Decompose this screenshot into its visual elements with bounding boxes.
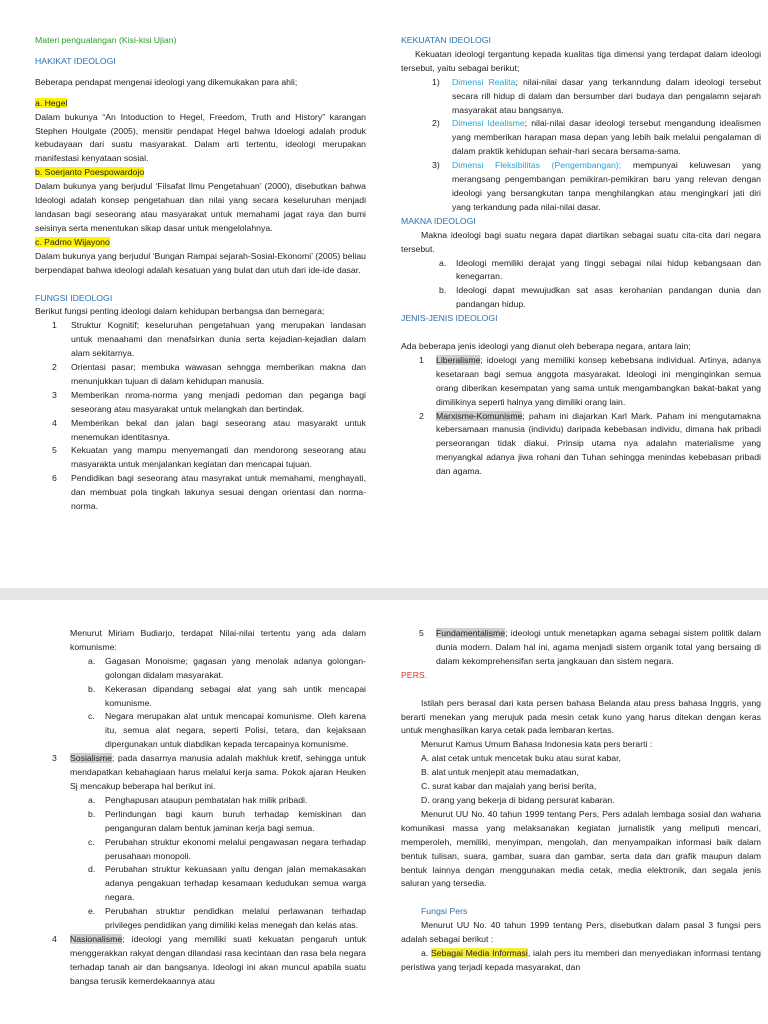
list-item: b. Ideologi dapat mewujudkan sat asas kerohanian pandangan dunia dan pandangan hidup.	[439, 285, 761, 310]
hegel-text: Dalam bukunya “An Intoduction to Hegel, Freedom, Truth and History” karangan Stephen Houlgate (2005), mensitir pendapat Hegel bahwa Idoelogi adalah produk kebudayaan dari suatu masyarakat. Dalam arti tertentu, ideologi merupakan manifestasi kenyataan sosial.	[35, 111, 366, 164]
list-item: 1 Liberalisme; idoelogi yang memiliki konsep kebebsana individual. Artinya, adanya kesetaraan bagi semua anggota masyarakat. Ideologi ini menginginkan semua orang diberikan kesempatan yang sama untuk mengambangkan bakat-bakat yang dimilikinya seperti halnya yang dimiliki orang lain.	[419, 354, 761, 407]
list-item: 6 Pendidikan bagi seseorang atau masyrakat untuk memahami, menghayati, dan membuat pola tingkah lakunya sesuai dengan orientasi dan norma-norma.	[52, 473, 366, 512]
list-item: B. alat untuk menjepit atau memadatkan,	[421, 767, 579, 778]
fungsi-pers-intro: Menurut UU No. 40 tahun 1999 tentang Pers, disebutkan dalam pasal 3 fungsi pers adalah sebagai berikut :	[401, 920, 761, 945]
media-informasi-term: Sebagai Media Informasi	[431, 948, 528, 959]
list-item: 4 Memberikan bekal dan jalan bagi seseorang atau masyarakt untuk menemukan identitasnya.	[52, 417, 366, 442]
list-item: 3 Sosialisme; pada dasarnya manusia adalah makhluk kretif, sehingga untuk mendapatkan kebahagiaan harus melalui kerja sama. Pokok ajaran Heuken Sj mencakup beberapa hal berikut ini.	[52, 753, 366, 791]
marxisme-term: Marxisme-Komunisme	[436, 410, 523, 421]
list-item: 5 Kekuatan yang mampu menyemangati dan mendorong seseorang atau masyarakta untuk menjalankan kegiatan dan mencapai tujuan.	[52, 445, 366, 470]
liberalisme-term: Liberalisme	[436, 354, 481, 365]
page2-right-column	[401, 627, 761, 975]
list-item: 1 Struktur Kognitif; keseluruhan pengetahuan yang merupakan landasan untuk menaahami dan menafsirkan dunia serta kejadian-kejadian dalam alam sekitarnya.	[52, 320, 366, 359]
media-informasi-paragraph: a. Sebagai Media Informasi, ialah pers itu memberi dan menyediakan informasi tentang peristiwa yang terjadi kepada masyarakat, dan	[401, 948, 761, 972]
list-item: 2 Marxisme-Komunisme; paham ini diajarkan Karl Mark. Paham ini mengutamakna kebersamaan manusia (individu) daripada kebebasan individu, dimana hak pribadi perseorangan tidak diakui. Prinsip utama nya adalahn materialisme yang menyangkal adanya jiwa rohani dan Tuhan sehingga menindas kebebasan pribadi dan agama.	[419, 410, 761, 477]
dimensi-fleksibilitas-term: Dimensi Fleksibilitas (Pengembangan);	[452, 160, 622, 171]
pers-intro-paragraph: Istilah pers berasal dari kata persen bahasa Belanda atau press bahasa Inggris, yang berarti menekan yang merujuk pada mesin cetak kuno yang harus ditekan dengan keras untuk menghasilkan karya cetak pada lembaran kertas.	[401, 697, 761, 736]
sosialisme-term: Sosialisme	[70, 753, 113, 764]
list-item: c. Perubahan struktur ekonomi melalui pengawasan negara terhadap perusahaan monopoli.	[88, 836, 366, 861]
hakikat-heading: HAKIKAT IDEOLOGI	[35, 55, 116, 66]
list-item: A. alat cetak untuk mencetak buku atau surat kabar,	[421, 753, 621, 764]
list-item: a. Ideologi memiliki derajat yang tinggi sebagai nilai hidup kebangsaan dan kenegarran.	[439, 257, 761, 282]
page2-left-column	[52, 627, 366, 989]
list-item: a. Penghapusan ataupun pembatalan hak milik pribadi.	[88, 794, 308, 805]
page1-right-column	[401, 34, 761, 479]
makna-intro: Makna ideologi bagi suatu negara dapat diartikan sebagai suatu cita-cita dari negara tersebut.	[401, 229, 761, 254]
list-item: 3 Memberikan nroma-norma yang menjadi pedoman dan peganga bagi seseorang atau masyarakat untuk melangkah dan bertindak.	[52, 389, 366, 414]
dimensi-realita-term: Dimensi Realita	[452, 76, 516, 87]
kamus-list	[421, 752, 761, 808]
miriam-intro: Menurut Miriam Budiarjo, terdapat Nilai-nilai tertentu yang ada dalam komunisme:	[70, 628, 366, 652]
hakikat-intro: Beberapa pendapat mengenai ideologi yang dikemukakan para ahli;	[35, 76, 298, 87]
list-item: 3) Dimensi Fleksibilitas (Pengembangan); mempunyai keluwesan yang merangsang pengembangan pemikiran-pemikiran baru yang relevan dengan ideologi yang bersangkutan tanpa menghilangkan atau mengingkari jati diri yang terkandung pada nilai-nilai dasar.	[432, 160, 761, 212]
pers-heading: PERS.	[401, 669, 428, 680]
kekuatan-intro: Kekuatan ideologi tergantung kepada kualitas tiga dimensi yang terdapat dalam ideologi tersebut, yaitu sebagai berikut;	[401, 48, 761, 73]
dimensi-list	[432, 76, 761, 215]
list-item: 5 Fundamentalisme; ideologi untuk menetapkan agama sebagai sistem politik dalam dunia modern. Dalam hal ini, agama menjadi sistem organik total yang bersaing di dalam kekomprehensifan serta jangkauan dan sistem negara.	[419, 628, 761, 666]
list-item: C. surat kabar dan majalah yang berisi berita,	[421, 781, 597, 792]
uu-paragraph: Menurut UU No. 40 tahun 1999 tentang Pers, Pers adalah lembaga sosial dan wahana komunikasi massa yang melaksanakan kegiatan jurnalistik yang meliputi mencari, memperoleh, memiliki, menyimpan, mengolah, dan menyampaikan informasi baik dalam bentuk tulisan, suara, gambar, suara dan gambar, serta data dan grafik maupun dalam bentuk lainnya dengan menggunakan media cetak, media elektronik, dan segala jenis saluran yang tersedia.	[401, 808, 761, 889]
list-item: e. Perubahan struktur pendidkan melalui perlawanan terhadap privileges pendidikan yang dimiliki kelas menegah dan kelas atas.	[88, 906, 366, 931]
page1-left-column	[35, 34, 366, 514]
list-item: c. Negara merupakan alat untuk mencapai komunisme. Oleh karena itu, semua alat negara, seperti Polisi, tetara, dan kejaksaan dipergunakan untuk diabdikan kepada tercapainya komunisme.	[88, 711, 366, 750]
kamus-intro: Menurut Kamus Umum Bahasa Indonesia kata pers berarti :	[421, 739, 653, 750]
dimensi-idealisme-term: Dimensi Idealisme	[452, 118, 525, 129]
materi-title: Materi pengualangan (Kisi-kisi Ujian)	[35, 35, 177, 45]
jenis-list	[419, 354, 761, 479]
hegel-label: a. Hegel	[35, 97, 68, 108]
fungsi-pers-heading: Fungsi Pers	[421, 906, 468, 917]
makna-heading: MAKNA IDEOLOGI	[401, 215, 476, 226]
fundamentalisme-term: Fundamentalisme	[436, 628, 506, 638]
list-item: 4 Nasionalisme; ideologi yang memiliki suati kekuatan pengaruh untuk menggerakkan rakyat dengan dilandasi rasa kecintaan dan rasa bela negara terhadap tanah air dan bangsanya. Ideologi ini akan muncul apabila suatu bangsa terusik kemerdekaannya atau	[52, 933, 366, 986]
fungsi-heading: FUNGSI IDEOLOGI	[35, 292, 113, 303]
makna-list	[439, 257, 761, 313]
jenis-intro: Ada beberapa jenis ideologi yang dianut oleh beberapa negara, antara lain;	[401, 341, 691, 352]
sosialisme-list	[88, 794, 366, 933]
list-item: d. Perubahan struktur kekuasaan yaitu dengan jalan memakasakan adanya pengakuan terhadap kesamaan kedudukan semua warga negara.	[88, 864, 366, 903]
list-item: b. Kekerasan dipandang sebagai alat yang sah untik mencapai komunisme.	[88, 683, 366, 708]
document-page-2	[0, 600, 768, 1024]
list-item: 2 Orientasi pasar; membuka wawasan sehngga memberikan makna dan menunjukkan tujuan di dalam kehidupan manusia.	[52, 362, 366, 386]
nasionalisme-term: Nasionalisme	[70, 933, 123, 944]
fungsi-list	[52, 319, 366, 514]
kekuatan-heading: KEKUATAN IDEOLOGI	[401, 35, 491, 45]
padmo-label: c. Padmo Wijayono	[35, 236, 110, 247]
fungsi-intro: Berikut fungsi penting ideologi dalam kehidupan berbangsa dan bernegara;	[35, 306, 325, 317]
list-item: a. Gagasan Monoisme; gagasan yang menolak adanya golongan-golongan didalam masyarakat.	[88, 655, 366, 680]
miriam-list	[88, 655, 366, 752]
list-item: D. orang yang bekerja di bidang persurat kabaran.	[421, 794, 615, 805]
jenis-heading: JENIS-JENIS IDEOLOGI	[401, 313, 498, 324]
soerjanto-label: b. Soerjanto Poespowardojo	[35, 167, 145, 178]
padmo-text: Dalam bukunya yang berjudul ‘Bungan Rampai sejarah-Sosial-Ekonomi’ (2005) beliau berpendapat bahwa ideologi adalah kesatuan yang bulat dan utuh dari ide-ide dasar.	[35, 250, 366, 275]
list-item: 1) Dimensi Realita; nilai-nilai dasar yang terkanndung dalam ideologi tersebut secara rill hidup di dalam dan bersumber dari budaya dan pengalamn sejarah masyarakat atau bangsanya.	[432, 76, 761, 115]
soerjanto-text: Dalam bukunya yang berjudul ‘Filsafat Ilmu Pengetahuan’ (2000), disebutkan bahwa Ideologi adalah konsep pengetahuan dan nilai yang secara keseluruhan menjadi landasan bagi seseorang atau masyarakat untuk memahami jagat raya dan bumi seisinya serta menentukan sikap dasar untuk mengelolahnya.	[35, 181, 366, 233]
list-item: 2) Dimensi Idealisme; nilai-nilai dasar ideologi tersebut mengandung idealismen yang memberikan harapan masa depan yang lebih baik melalui pengalaman di dalam praktik kehidupan sehair-hari secara bersama-sama.	[432, 118, 761, 157]
list-item: b. Perlindungan bagi kaum buruh terhadap kemiskinan dan penganguran dalam bentuk jaminan kerja bagi semua.	[88, 808, 366, 833]
